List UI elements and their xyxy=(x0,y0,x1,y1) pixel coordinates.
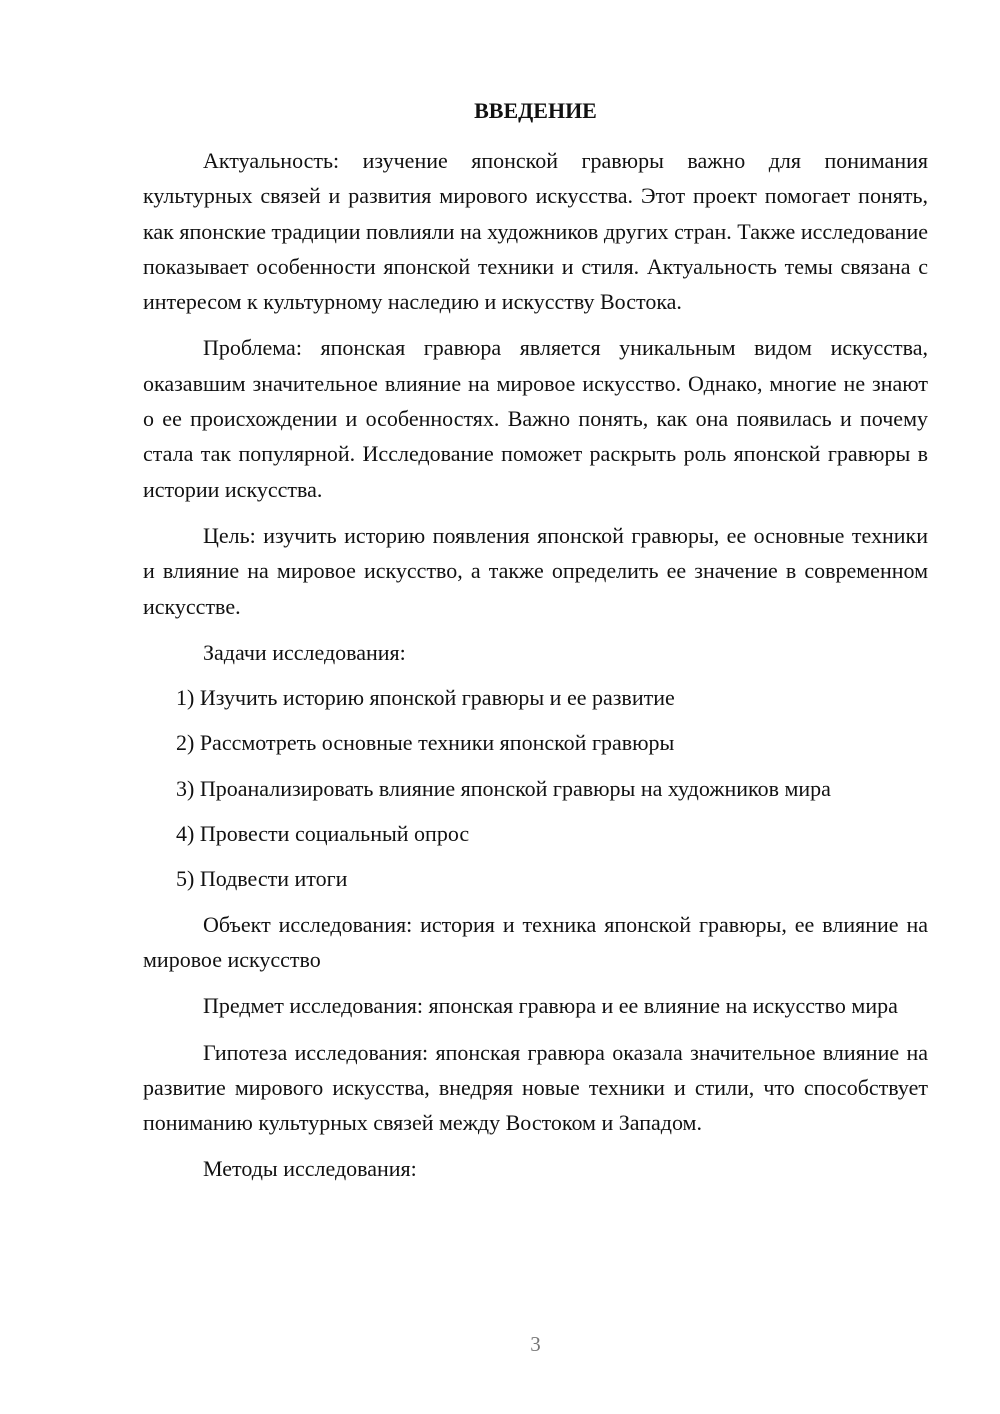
page-number: 3 xyxy=(530,1332,541,1356)
task-list-item: 1) Изучить историю японской гравюры и ее развитие xyxy=(176,685,675,711)
task-list-item: 4) Провести социальный опрос xyxy=(176,821,470,847)
object-paragraph: Объект исследования: история и техника японской гравюры, ее влияние на мировое искусство xyxy=(143,911,928,972)
goal-paragraph: Цель: изучить историю появления японской гравюры, ее основные техники и влияние на мировое искусство, а также определить ее значение в современном искусстве. xyxy=(143,522,928,619)
task-list-item: 5) Подвести итоги xyxy=(176,866,348,892)
task-list-item: 2) Рассмотреть основные техники японской гравюры xyxy=(176,730,675,756)
subject-paragraph: Предмет исследования: японская гравюра и ее влияние на искусство мира xyxy=(203,993,898,1019)
page-title: ВВЕДЕНИЕ xyxy=(474,98,597,123)
document-page xyxy=(143,0,928,1414)
methods-heading: Методы исследования: xyxy=(203,1156,417,1182)
hypothesis-paragraph: Гипотеза исследования: японская гравюра оказала значительное влияние на развитие мирового искусства, внедряя новые техники и стили, что способствует пониманию культурных связей между Востоком и Западом. xyxy=(143,1039,928,1136)
tasks-heading: Задачи исследования: xyxy=(203,639,406,665)
problem-paragraph: Проблема: японская гравюра является уникальным видом искусства, оказавшим значительное влияние на мировое искусство. Однако, многие не знают о ее происхождении и особенностях. Важно понять, как она появилась и почему стала так популярной. Исследование поможет раскрыть роль японской гравюры в истории искусства. xyxy=(143,335,928,502)
relevance-paragraph: Актуальность: изучение японской гравюры важно для понимания культурных связей и развития мирового искусства. Этот проект помогает понять, как японские традиции повлияли на художников других стран. Также исследование показывает особенности японской техники и стиля. Актуальность темы связана с интересом к культурному наследию и искусству Востока. xyxy=(143,148,928,315)
document-body xyxy=(143,143,928,1187)
task-list-item: 3) Проанализировать влияние японской гравюры на художников мира xyxy=(176,775,831,801)
